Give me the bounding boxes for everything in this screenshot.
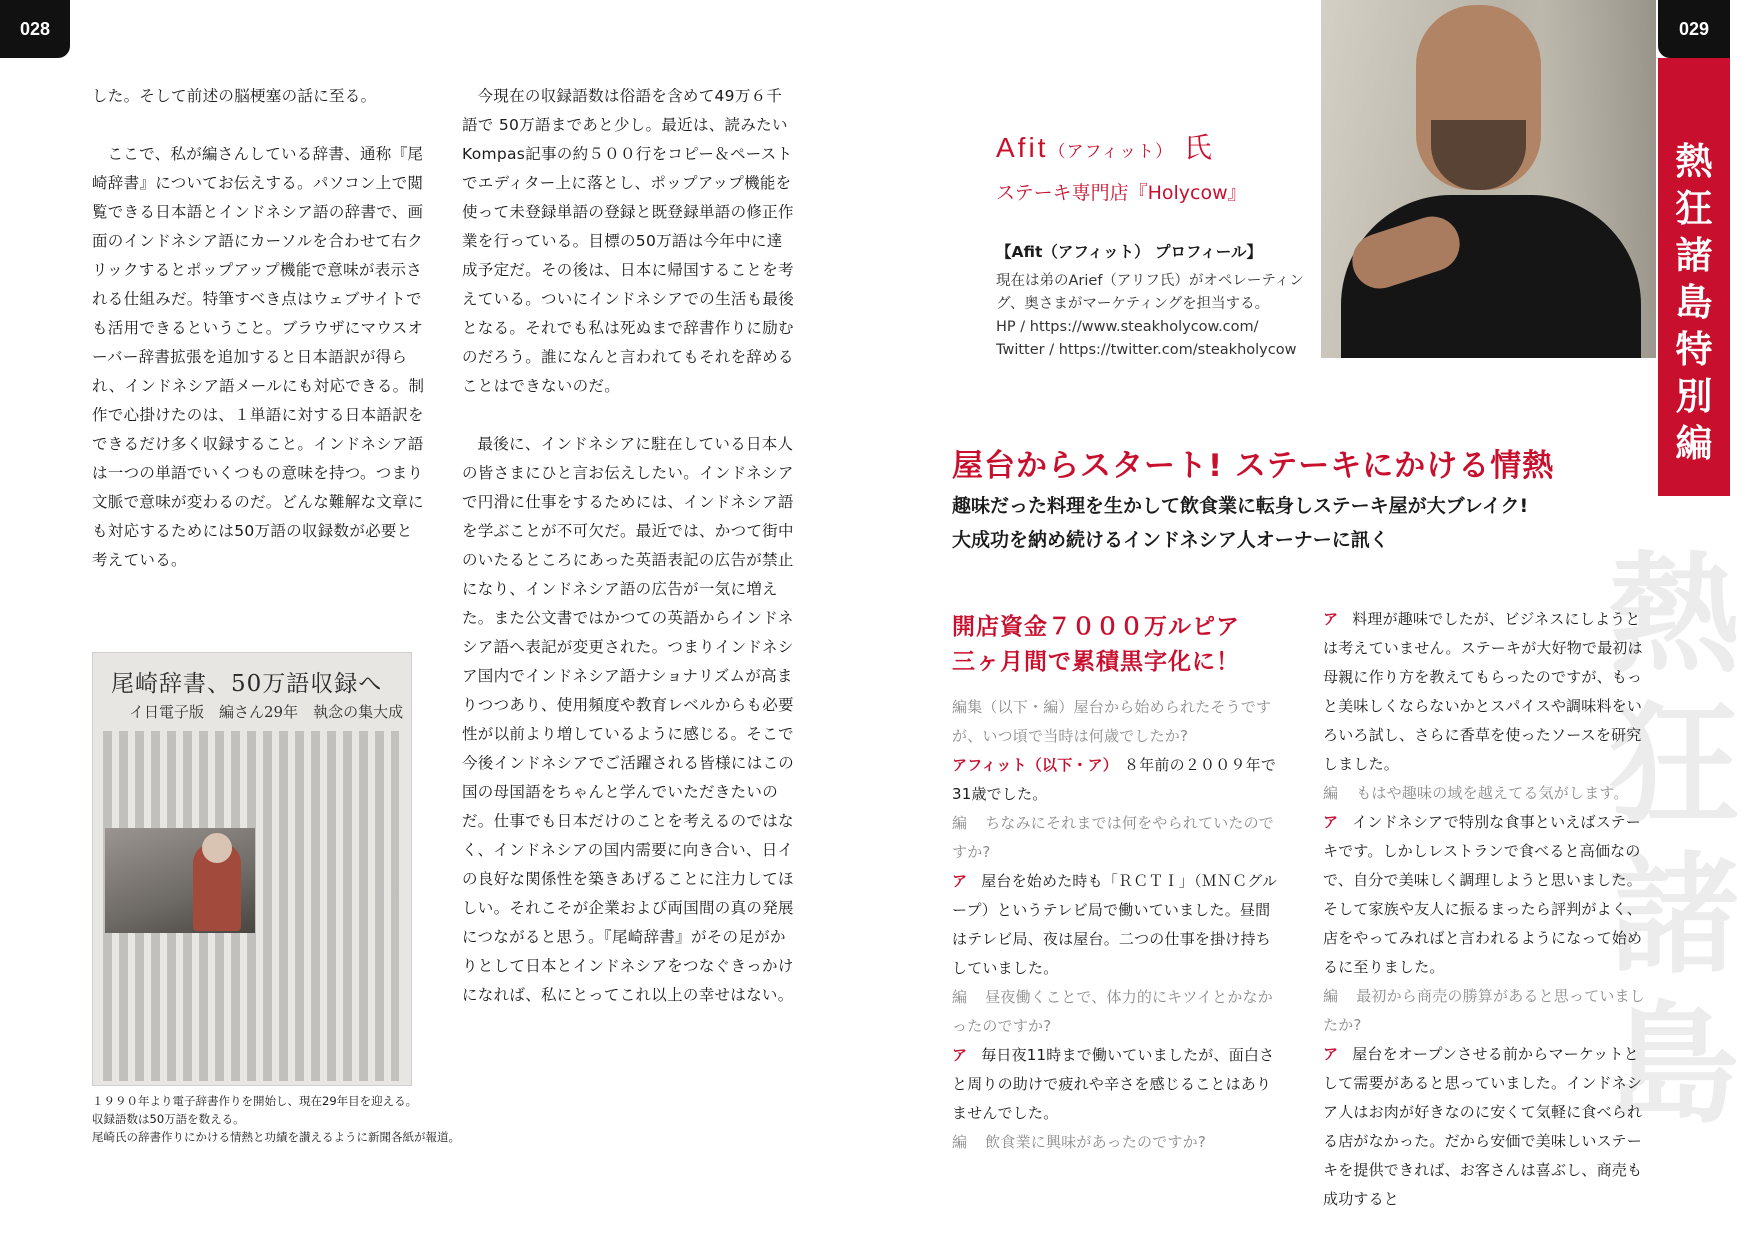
- interview-answer: [952, 1041, 1282, 1128]
- portrait-photo: [1321, 0, 1656, 358]
- answer-text: 屋台をオープンさせる前からマーケットとして需要があると思っていました。インドネシア人はお肉が好きなのに安くて気軽に食べられる店がなかった。だから安価で美味しいステーキを提供できれば、お客さんは喜ぶし、商売も成功すると: [1323, 1045, 1643, 1208]
- caption-line: １９９０年より電子辞書作りを開始し、現在29年目を迎える。: [92, 1094, 418, 1108]
- interview-question: [952, 809, 1282, 867]
- caption-line: 収録語数は50万語を数える。: [92, 1112, 245, 1126]
- speaker-label: ア: [952, 872, 968, 890]
- interview-answer: [952, 751, 1282, 809]
- speaker-label: ア: [1323, 610, 1339, 628]
- subhead-line: 大成功を納め続けるインドネシア人オーナーに訊く: [952, 529, 1389, 551]
- series-title-char: 諸: [1675, 234, 1713, 277]
- left-column-2: [462, 82, 797, 1010]
- interview-question: [952, 693, 1282, 751]
- speaker-label: 編: [952, 1133, 968, 1151]
- answer-text: 料理が趣味でしたが、ビジネスにしようとは考えていません。ステーキが大好物で最初は母親に作り方を教えてもらったのですが、もっと美味しくならないかとスパイスや調味料をいろいろ試し、さらに香草を使ったソースを研究しました。: [1323, 610, 1643, 773]
- speaker-label: 編: [1323, 987, 1339, 1005]
- watermark-char: 島: [1608, 989, 1739, 1141]
- profile-twitter: Twitter / https://twitter.com/steakholycow: [996, 342, 1297, 358]
- newspaper-clipping: [92, 652, 412, 1086]
- series-title-char: 編: [1675, 422, 1713, 465]
- question-text: 昼夜働くことで、体力的にキツイとかなかったのですか?: [952, 988, 1273, 1035]
- paragraph: 今現在の収録語数は俗語を含めて49万６千語で 50万語まであと少し。最近は、読みたいKompas記事の約５００行をコピー＆ペーストでエディター上に落とし、ポップアップ機能を使って未登録単語の登録と既登録単語の修正作業を行っている。目標の50万語は今年中に達成予定だ。その後は、日本に帰国することを考えている。ついにインドネシアでの生活も最後となる。それでも私は死ぬまで辞書作りに励むのだろう。誰になんと言われてもそれを辞めることはできないのだ。: [462, 87, 795, 395]
- profile-line: 現在は弟のArief（アリフ氏）がオペレーティン: [996, 273, 1304, 289]
- watermark-char: 諸: [1608, 839, 1739, 991]
- speaker-label: 編: [952, 814, 968, 832]
- newspaper-headline: 尾崎辞書、50万語収録へ: [111, 671, 383, 697]
- paragraph: した。そして前述の脳梗塞の話に至る。: [92, 87, 377, 105]
- article-subhead: [952, 489, 1528, 557]
- left-column-1: [92, 82, 427, 575]
- question-text: もはや趣味の域を越えてる気がします。: [1356, 784, 1629, 802]
- page-number-left: 028: [0, 0, 70, 58]
- section-heading: [952, 610, 1240, 680]
- watermark-char: 熱: [1608, 539, 1739, 691]
- series-title-char: 別: [1675, 375, 1713, 418]
- series-title-char: 狂: [1675, 187, 1713, 230]
- question-text: ちなみにそれまでは何をやられていたのですか?: [952, 814, 1275, 861]
- interview-answer: [1323, 1040, 1653, 1214]
- answer-text: 毎日夜11時まで働いていましたが、面白さと周りの助けで疲れや辛さを感じることはありませんでした。: [952, 1046, 1275, 1122]
- paragraph: ここで、私が編さんしている辞書、通称『尾崎辞書』についてお伝えする。パソコン上で閲覧できる日本語とインドネシア語の辞書で、画面のインドネシア語にカーソルを合わせて右クリックするとポップアップ機能で意味が表示される仕組みだ。特筆すべき点はウェブサイトでも活用できるということ。ブラウザにマウスオーバー辞書拡張を追加すると日本語訳が得られ、インドネシア語メールにも対応できる。制作で心掛けたのは、１単語に対する日本語訳をできるだけ多く収録すること。インドネシア語は一つの単語でいくつもの意味を持つ。つまり文脈で意味が変わるのだ。どんな難解な文章にも対応するためには50万語の収録数が必要と考えている。: [92, 145, 425, 569]
- interview-answer: [1323, 605, 1653, 779]
- interview-column-1: [952, 693, 1282, 1157]
- shop-name: ステーキ専門店『Holycow』: [996, 182, 1247, 204]
- photo-caption: [92, 1092, 542, 1146]
- question-text: 飲食業に興味があったのですか?: [985, 1133, 1207, 1151]
- interview-question: [952, 983, 1282, 1041]
- answer-text: インドネシアで特別な食事といえばステーキです。しかしレストランで食べると高価なので、自分で美味しく調理しようと思いました。そして家族や友人に振るまったら評判がよく、店をやってみればと言われるようになって始めるに至りました。: [1323, 813, 1643, 976]
- speaker-label: ア: [1323, 813, 1339, 831]
- caption-line: 尾崎氏の辞書作りにかける情熱と功績を讃えるように新聞各紙が報道。: [92, 1130, 460, 1144]
- series-title-char: 熱: [1675, 140, 1713, 183]
- speaker-label: アフィット（以下・ア）: [952, 756, 1119, 774]
- paragraph: 最後に、インドネシアに駐在している日本人の皆さまにひと言お伝えしたい。インドネシアで円滑に仕事をするためには、インドネシア語を学ぶことが不可欠だ。最近では、かつて街中のいたるところにあった英語表記の広告が禁止になり、インドネシア語の広告が一気に増えた。また公文書ではかつての英語からインドネシア語へ表記が変更された。つまりインドネシア国内でインドネシア語ナショナリズムが高まりつつあり、使用頻度や教育レベルからも必要性が以前より増しているように感じる。そこで今後インドネシアでご活躍される皆様にはこの国の母国語をちゃんと学んでいただきたいのだ。仕事でも日本だけのことを考えるのではなく、インドネシアの国内需要に向き合い、日イの良好な関係性を築きあげることに注力してほしい。それこそが企業および両国間の真の発展につながると思う。『尾崎辞書』がその足がかりとして日本とインドネシアをつなぐきっかけになれば、私にとってこれ以上の幸せはない。: [462, 435, 795, 1004]
- page-number-right: 029: [1658, 0, 1730, 58]
- series-title-char: 島: [1675, 281, 1713, 324]
- interview-question: [1323, 779, 1653, 808]
- profile-line: グ、奥さまがマーケティングを担当する。: [996, 296, 1270, 312]
- speaker-label: ア: [952, 1046, 968, 1064]
- profile-body: [996, 270, 1316, 362]
- section-heading-line: 開店資金７０００万ルピア: [952, 614, 1240, 640]
- interview-question: [952, 1128, 1282, 1157]
- series-title-bar: [1658, 58, 1730, 496]
- speaker-label: 編: [952, 988, 968, 1006]
- interviewee-name: [996, 126, 1215, 166]
- speaker-label: 編: [1323, 784, 1339, 802]
- interview-question: [1323, 982, 1653, 1040]
- interview-column-2: [1323, 605, 1653, 1214]
- speaker-label: ア: [1323, 1045, 1339, 1063]
- watermark-char: 狂: [1608, 689, 1739, 841]
- answer-text: ８年前の２００９年で31歳でした。: [952, 756, 1277, 803]
- question-text: 編集（以下・編）屋台から始められたそうですが、いつ頃で当時は何歳でしたか?: [952, 698, 1272, 745]
- name-kana: （アフィット）: [1048, 142, 1174, 161]
- question-text: 最初から商売の勝算があると思っていましたか?: [1323, 987, 1646, 1034]
- newspaper-photo-face: [202, 833, 232, 863]
- honorific: 氏: [1183, 132, 1215, 163]
- name: Afit: [996, 132, 1049, 163]
- interview-answer: [952, 867, 1282, 983]
- series-title-char: 特: [1675, 328, 1713, 371]
- profile-title: 【Afit（アフィット） プロフィール】: [996, 243, 1263, 261]
- newspaper-subline: イ日電子版 編さん29年 執念の集大成: [129, 703, 404, 721]
- article-headline: 屋台からスタート! ステーキにかける情熱: [952, 448, 1555, 484]
- interview-answer: [1323, 808, 1653, 982]
- subhead-line: 趣味だった料理を生かして飲食業に転身しステーキ屋が大ブレイク!: [952, 495, 1529, 517]
- section-heading-line: 三ヶ月間で累積黒字化に！: [952, 649, 1240, 675]
- profile-homepage: HP / https://www.steakholycow.com/: [996, 319, 1259, 335]
- answer-text: 屋台を始めた時も「ＲＣＴＩ」（ＭＮＣグループ）というテレビ局で働いていました。昼間はテレビ局、夜は屋台。二つの仕事を掛け持ちしていました。: [952, 872, 1278, 977]
